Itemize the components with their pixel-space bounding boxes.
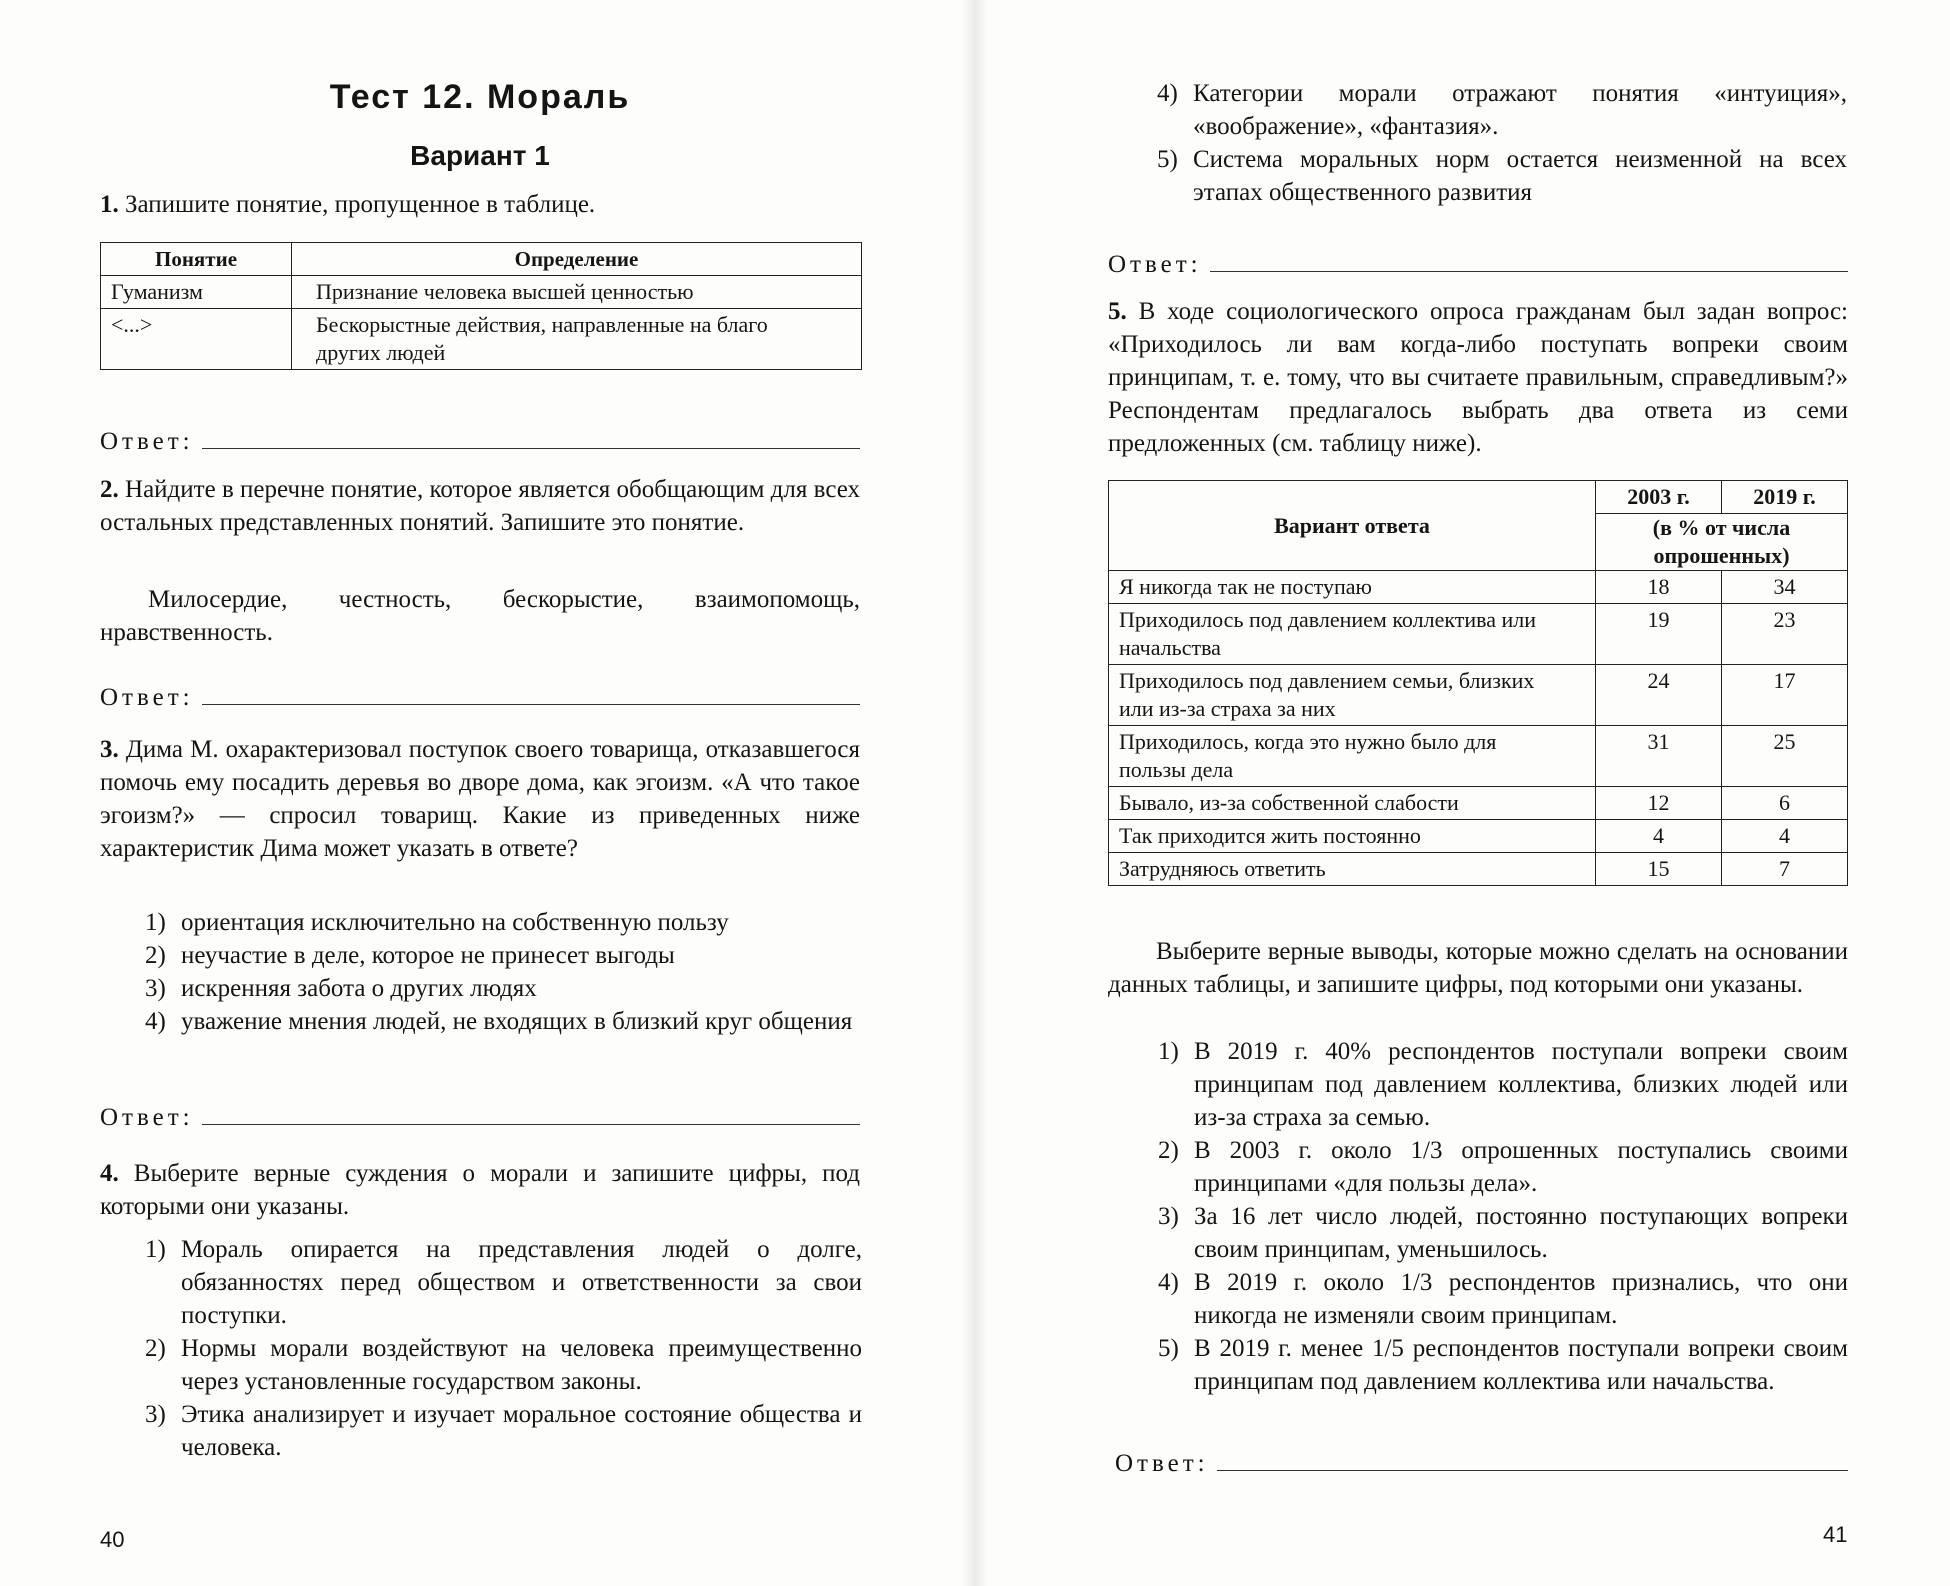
table-cell-2003: 31 xyxy=(1596,726,1722,787)
table-header-unit: (в % от числа опрошенных) xyxy=(1596,514,1848,571)
question-1-text: Запишите понятие, пропущенное в таблице. xyxy=(125,191,596,218)
option-number: 3) xyxy=(145,1401,166,1428)
option-item[interactable] xyxy=(145,939,862,972)
option-number: 2) xyxy=(1158,1137,1179,1164)
question-5-text: В ходе социологического опроса гражданам был задан вопрос: «Приходилось ли вам когда-либо поступать вопреки своим принципам, т. е. тому, что вы считаете правильным, справедливым?» Респондентам предлагалось выбрать два ответа из семи предложенных (см. таблицу ниже). xyxy=(1108,298,1848,457)
right-page xyxy=(975,0,1950,1586)
table-cell-label: Так приходится жить постоянно xyxy=(1109,820,1596,853)
question-5-options xyxy=(1158,1035,1848,1398)
option-item[interactable] xyxy=(145,906,862,939)
table-header-variant: Вариант ответа xyxy=(1109,481,1596,571)
question-3-options xyxy=(145,906,862,1038)
option-text: В 2019 г. около 1/3 респондентов признались, что они никогда не изменяли своим принципам. xyxy=(1194,1269,1848,1329)
test-title: Тест 12. Мораль xyxy=(329,78,631,116)
option-text: В 2019 г. 40% респондентов поступали вопреки своим принципам под давлением коллектива, близких людей или из-за страха за семью. xyxy=(1194,1038,1848,1131)
option-text: Этика анализирует и изучает моральное состояние общества и человека. xyxy=(181,1401,862,1461)
table-row xyxy=(1109,853,1848,886)
option-number: 1) xyxy=(1158,1038,1179,1065)
option-text: В 2019 г. менее 1/5 респондентов поступали вопреки своим принципам под давлением коллектива или начальства. xyxy=(1194,1335,1848,1395)
answer-label: Ответ: xyxy=(1115,1450,1209,1477)
option-text: неучастие в деле, которое не принесет выгоды xyxy=(181,942,675,969)
variant-heading: Вариант 1 xyxy=(410,140,550,171)
option-text: За 16 лет число людей, постоянно поступающих вопреки своим принципам, уменьшилось. xyxy=(1194,1203,1848,1263)
table-cell-2003: 19 xyxy=(1596,604,1722,665)
option-number: 3) xyxy=(145,975,166,1002)
table-cell-2003: 4 xyxy=(1596,820,1722,853)
table-cell-2003: 15 xyxy=(1596,853,1722,886)
question-4-options-continued xyxy=(1157,77,1847,209)
table-cell: <...> xyxy=(101,309,292,370)
table-row xyxy=(1109,787,1848,820)
page-number-right: 41 xyxy=(1823,1522,1848,1547)
answer-underline xyxy=(202,704,860,705)
table-cell-2019: 34 xyxy=(1722,571,1848,604)
option-item[interactable] xyxy=(145,1005,862,1038)
question-5 xyxy=(1108,295,1848,460)
option-text: ориентация исключительно на собственную пользу xyxy=(181,909,729,936)
answer-line-1[interactable] xyxy=(100,422,860,456)
table-row xyxy=(1109,665,1848,726)
question-4 xyxy=(100,1157,860,1223)
answer-underline xyxy=(1217,1470,1848,1471)
answer-label: Ответ: xyxy=(1108,251,1202,278)
option-text: Мораль опирается на представления людей о долге, обязанностях перед обществом и ответственности за свои поступки. xyxy=(181,1236,862,1329)
option-text: Система моральных норм остается неизменной на всех этапах общественного развития xyxy=(1193,146,1847,206)
concept-table xyxy=(100,242,862,370)
answer-line-5[interactable] xyxy=(1115,1444,1848,1478)
table-header-2003: 2003 г. xyxy=(1596,481,1722,514)
question-2-list: Милосердие, честность, бескорыстие, взаимопомощь, нравственность. xyxy=(100,586,860,646)
option-number: 2) xyxy=(145,942,166,969)
answer-line-3[interactable] xyxy=(100,1098,860,1132)
option-item[interactable] xyxy=(145,1233,862,1332)
question-3-number: 3. xyxy=(100,736,119,763)
table-cell-label: Приходилось под давлением семьи, близких или из-за страха за них xyxy=(1109,665,1596,726)
table-header-2019: 2019 г. xyxy=(1722,481,1848,514)
table-cell-2019: 23 xyxy=(1722,604,1848,665)
option-text: уважение мнения людей, не входящих в близкий круг общения xyxy=(181,1008,853,1035)
question-4-number: 4. xyxy=(100,1160,119,1187)
option-number: 4) xyxy=(145,1008,166,1035)
option-item[interactable] xyxy=(1157,143,1847,209)
table-cell-2019: 17 xyxy=(1722,665,1848,726)
table-row xyxy=(101,309,862,370)
table-header-row xyxy=(101,243,862,276)
option-number: 5) xyxy=(1158,1335,1179,1362)
table-cell: Признание человека высшей ценностью xyxy=(292,276,862,309)
table-row xyxy=(1109,726,1848,787)
question-4-options xyxy=(145,1233,862,1464)
table-cell-2019: 4 xyxy=(1722,820,1848,853)
question-1-number: 1. xyxy=(100,191,119,218)
option-text: искренняя забота о других людях xyxy=(181,975,537,1002)
option-number: 4) xyxy=(1158,1269,1179,1296)
table-cell: Гуманизм xyxy=(101,276,292,309)
option-item[interactable] xyxy=(1158,1134,1848,1200)
answer-underline xyxy=(202,448,860,449)
table-cell-label: Затрудняюсь ответить xyxy=(1109,853,1596,886)
option-item[interactable] xyxy=(145,1398,862,1464)
table-header-row xyxy=(1109,481,1848,514)
option-item[interactable] xyxy=(1158,1266,1848,1332)
question-3 xyxy=(100,733,860,865)
answer-label: Ответ: xyxy=(100,1104,194,1131)
table-cell-label: Приходилось, когда это нужно было для пользы дела xyxy=(1109,726,1596,787)
answer-underline xyxy=(1210,271,1848,272)
page-number-left: 40 xyxy=(100,1527,125,1552)
question-1 xyxy=(100,188,860,221)
answer-underline xyxy=(202,1124,860,1125)
option-number: 1) xyxy=(145,909,166,936)
answer-line-2[interactable] xyxy=(100,678,860,712)
question-5-instruction: Выберите верные выводы, которые можно сделать на основании данных таблицы, и запишите цифры, под которыми они указаны. xyxy=(1108,938,1848,998)
option-number: 5) xyxy=(1157,146,1178,173)
table-header-definition: Определение xyxy=(292,243,862,276)
table-cell-2019: 25 xyxy=(1722,726,1848,787)
option-item[interactable] xyxy=(145,972,862,1005)
option-item[interactable] xyxy=(145,1332,862,1398)
option-item[interactable] xyxy=(1158,1332,1848,1398)
answer-label: Ответ: xyxy=(100,684,194,711)
table-cell-2003: 24 xyxy=(1596,665,1722,726)
table-cell-2003: 18 xyxy=(1596,571,1722,604)
table-cell-label: Приходилось под давлением коллектива или начальства xyxy=(1109,604,1596,665)
table-cell-2019: 7 xyxy=(1722,853,1848,886)
question-2-text: Найдите в перечне понятие, которое является обобщающим для всех остальных представленных понятий. Запишите это понятие. xyxy=(100,476,860,536)
option-item[interactable] xyxy=(1158,1035,1848,1134)
option-number: 1) xyxy=(145,1236,166,1263)
question-5-number: 5. xyxy=(1108,298,1127,325)
question-3-text: Дима М. охарактеризовал поступок своего товарища, отказавшегося помочь ему посадить деревья во дворе дома, как эгоизм. «А что такое эгоизм?» — спросил товарищ. Какие из приведенных ниже характеристик Дима может указать в ответе? xyxy=(100,736,861,862)
option-number: 4) xyxy=(1157,80,1178,107)
answer-line-4[interactable] xyxy=(1108,245,1848,279)
table-row xyxy=(1109,604,1848,665)
option-number: 3) xyxy=(1158,1203,1179,1230)
question-2 xyxy=(100,473,860,539)
question-4-text: Выберите верные суждения о морали и запишите цифры, под которыми они указаны. xyxy=(100,1160,860,1220)
table-cell-label: Бывало, из-за собственной слабости xyxy=(1109,787,1596,820)
table-row xyxy=(1109,820,1848,853)
survey-table xyxy=(1108,480,1848,886)
table-row xyxy=(1109,571,1848,604)
option-text: Категории морали отражают понятия «интуиция», «воображение», «фантазия». xyxy=(1193,80,1847,140)
table-row xyxy=(101,276,862,309)
answer-label: Ответ: xyxy=(100,428,194,455)
table-cell-2003: 12 xyxy=(1596,787,1722,820)
table-header-concept: Понятие xyxy=(101,243,292,276)
option-number: 2) xyxy=(145,1335,166,1362)
option-item[interactable] xyxy=(1158,1200,1848,1266)
option-item[interactable] xyxy=(1157,77,1847,143)
option-text: Нормы морали воздействуют на человека преимущественно через установленные государством законы. xyxy=(181,1335,862,1395)
table-cell-2019: 6 xyxy=(1722,787,1848,820)
question-2-number: 2. xyxy=(100,476,119,503)
table-cell-label: Я никогда так не поступаю xyxy=(1109,571,1596,604)
option-text: В 2003 г. около 1/3 опрошенных поступались своими принципами «для пользы дела». xyxy=(1194,1137,1848,1197)
table-cell: Бескорыстные действия, направленные на благо других людей xyxy=(292,309,862,370)
